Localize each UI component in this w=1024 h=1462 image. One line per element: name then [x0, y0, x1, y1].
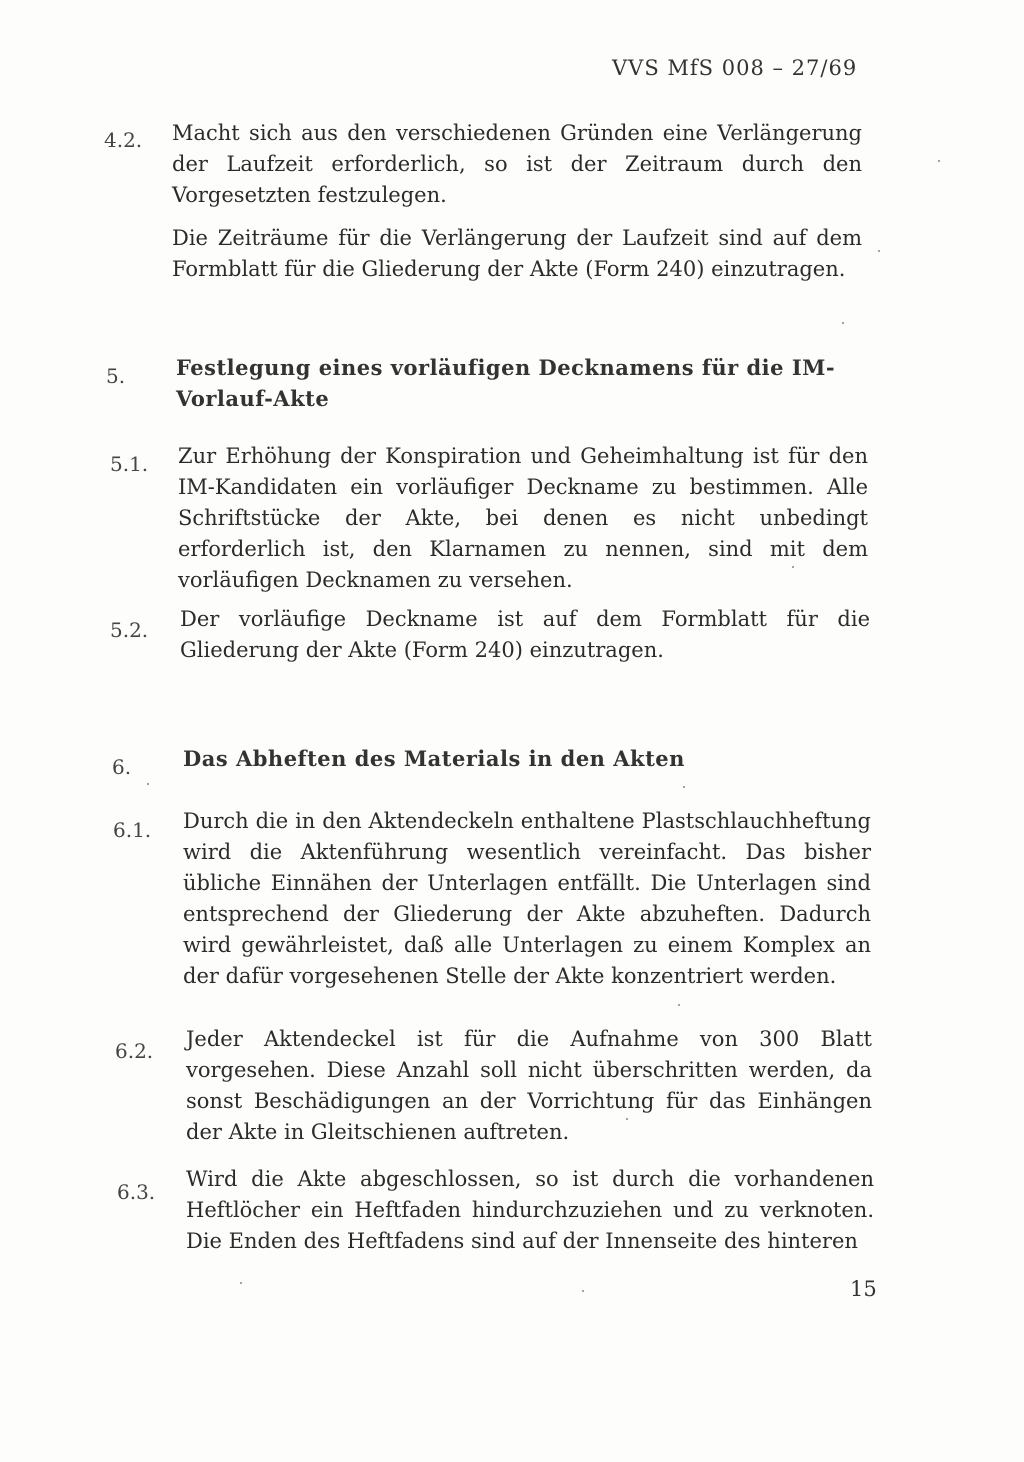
section-number-6: 6. [112, 755, 132, 779]
page-number: 15 [850, 1277, 877, 1301]
section-number-6-2: 6.2. [115, 1039, 154, 1063]
scan-speck [582, 1290, 584, 1292]
scan-speck [240, 1282, 242, 1284]
section-4-2-paragraph-2: Die Zeiträume für die Verlängerung der Laufzeit sind auf dem Formblatt für die Gliederung der Akte (Form 240) einzutragen. [172, 226, 862, 281]
section-5-1-body [178, 441, 868, 596]
section-5-2-paragraph: Der vorläufige Deckname ist auf dem Formblatt für die Gliederung der Akte (Form 240) einzutragen. [180, 607, 870, 662]
section-4-2-body [172, 118, 862, 285]
section-6-3-paragraph: Wird die Akte abgeschlossen, so ist durch die vorhandenen Heftlöcher ein Heftfaden hindurchzuziehen und zu verknoten. Die Enden des Heftfadens sind auf der Innenseite des hinteren [186, 1167, 874, 1253]
section-6-2-body [186, 1024, 872, 1148]
section-4-2-paragraph-1: Macht sich aus den verschiedenen Gründen eine Verlängerung der Laufzeit erforderlich, so ist der Zeitraum durch den Vorgesetzten festzulegen. [172, 121, 862, 207]
section-number-5-1: 5.1. [110, 452, 149, 476]
section-6-3-body [186, 1164, 874, 1257]
section-5-2-body [180, 604, 870, 666]
section-6-1-paragraph: Durch die in den Aktendeckeln enthaltene Plastschlauchheftung wird die Aktenführung wesentlich vereinfacht. Das bisher übliche Einnähen der Unterlagen entfällt. Die Unterlagen sind entsprechend der Gliederung der Akte abzuheften. Dadurch wird gewährleistet, daß alle Unterlagen zu einem Komplex an der dafür vorgesehenen Stelle der Akte konzentriert werden. [183, 809, 871, 988]
section-6-2-paragraph: Jeder Aktendeckel ist für die Aufnahme von 300 Blatt vorgesehen. Diese Anzahl soll nicht überschritten werden, da sonst Beschädigungen an der Vorrichtung für das Einhängen der Akte in Gleitschienen auftreten. [186, 1027, 872, 1144]
document-reference: VVS MfS 008 – 27/69 [612, 56, 858, 80]
scan-speck [147, 783, 149, 785]
section-6-1-body [183, 806, 871, 992]
scan-speck [938, 160, 940, 162]
scan-speck [683, 786, 685, 788]
section-number-5: 5. [106, 364, 126, 388]
section-5-1-paragraph: Zur Erhöhung der Konspiration und Geheimhaltung ist für den IM-Kandidaten ein vorläufiger Deckname zu bestimmen. Alle Schriftstücke der Akte, bei denen es nicht unbedingt erforderlich ist, den Klarnamen zu nennen, sind mit dem vorläufigen Decknamen zu versehen. [178, 444, 868, 592]
section-6-heading: Das Abheften des Materials in den Akten [183, 746, 685, 771]
scan-speck [878, 250, 880, 252]
section-5-heading: Festlegung eines vorläufigen Decknamens für die IM-Vorlauf-Akte [176, 355, 836, 411]
scan-speck [626, 1118, 628, 1120]
section-number-6-3: 6.3. [117, 1180, 156, 1204]
section-number-6-1: 6.1. [113, 818, 152, 842]
scan-speck [792, 566, 794, 568]
section-number-5-2: 5.2. [110, 618, 149, 642]
scan-speck [842, 322, 844, 324]
scan-speck [678, 1004, 680, 1006]
section-number-4-2: 4.2. [104, 128, 143, 152]
